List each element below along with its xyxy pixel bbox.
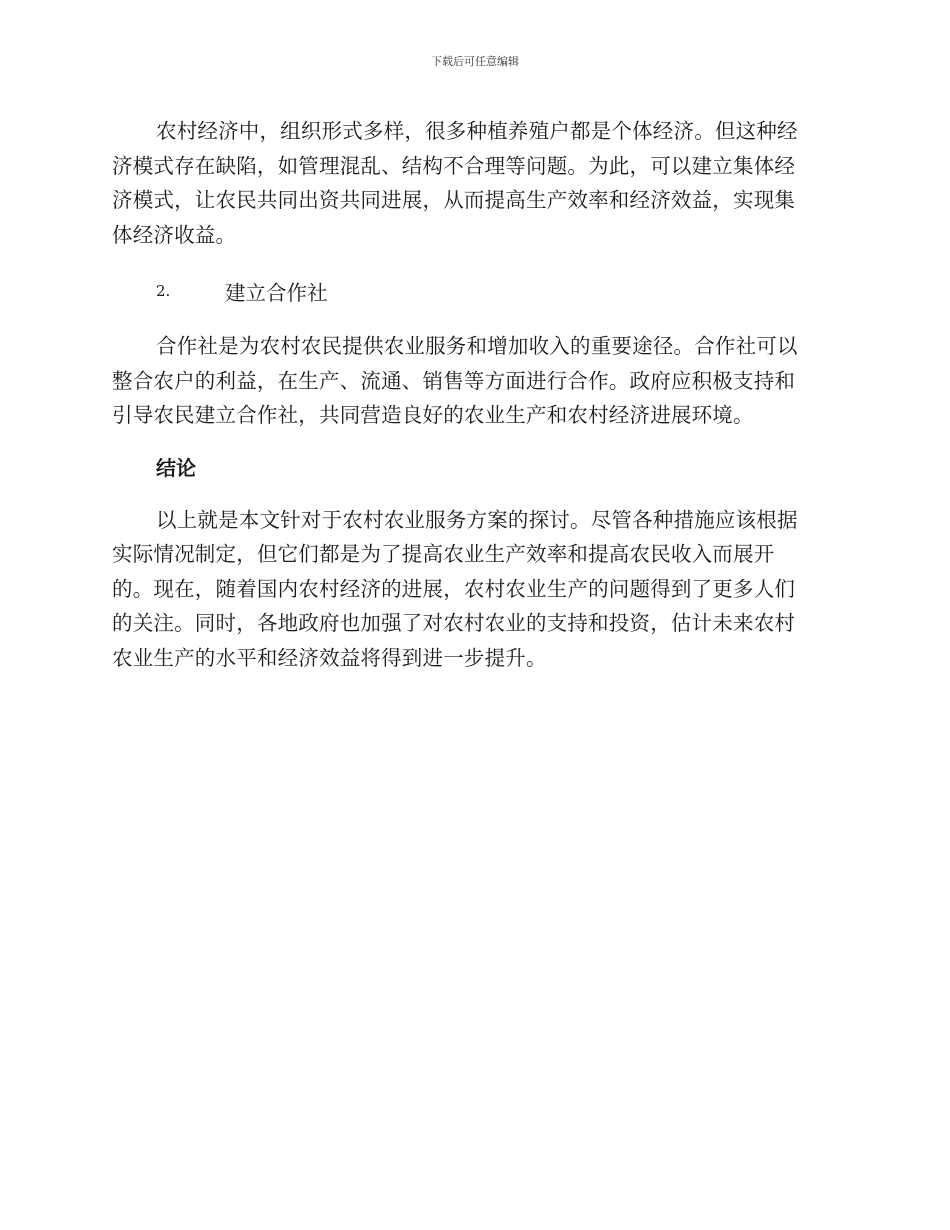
text-line: 的关注。同时，各地政府也加强了对农村农业的支持和投资，估计未来农村 <box>112 611 796 635</box>
conclusion-heading: 结论 <box>156 455 196 480</box>
page-header: 下载后可任意编辑 <box>431 55 519 68</box>
item-number: 2. <box>156 282 171 300</box>
text-line: 引导农民建立合作社，共同营造良好的农业生产和农村经济进展环境。 <box>112 403 754 427</box>
document-body <box>112 114 830 675</box>
text-line: 实际情况制定，但它们都是为了提高农业生产效率和提高农民收入而展开 <box>112 542 775 566</box>
text-line: 农村经济中，组织形式多样，很多种植养殖户都是个体经济。但这种经 <box>156 119 798 143</box>
text-line: 济模式，让农民共同出资共同进展，从而提高生产效率和经济效益，实现集 <box>112 188 796 212</box>
text-line: 农业生产的水平和经济效益将得到进一步提升。 <box>112 645 547 670</box>
numbered-item-cooperative <box>156 274 830 308</box>
item-title: 建立合作社 <box>225 281 328 305</box>
text-line: 以上就是本文针对于农村农业服务方案的探讨。尽管各种措施应该根据 <box>156 507 798 532</box>
text-line: 的。现在，随着国内农村经济的进展，农村农业生产的问题得到了更多人们 <box>112 576 796 601</box>
text-line: 济模式存在缺陷，如管理混乱、结构不合理等问题。为此，可以建立集体经 <box>112 153 796 178</box>
paragraph-conclusion <box>112 503 830 676</box>
paragraph-collective-economy <box>112 114 830 252</box>
text-line: 整合农户的利益，在生产、流通、销售等方面进行合作。政府应积极支持和 <box>112 368 796 393</box>
paragraph-cooperative <box>112 329 830 433</box>
text-line: 体经济收益。 <box>112 222 237 247</box>
text-line: 合作社是为农村农民提供农业服务和增加收入的重要途径。合作社可以 <box>156 334 798 358</box>
